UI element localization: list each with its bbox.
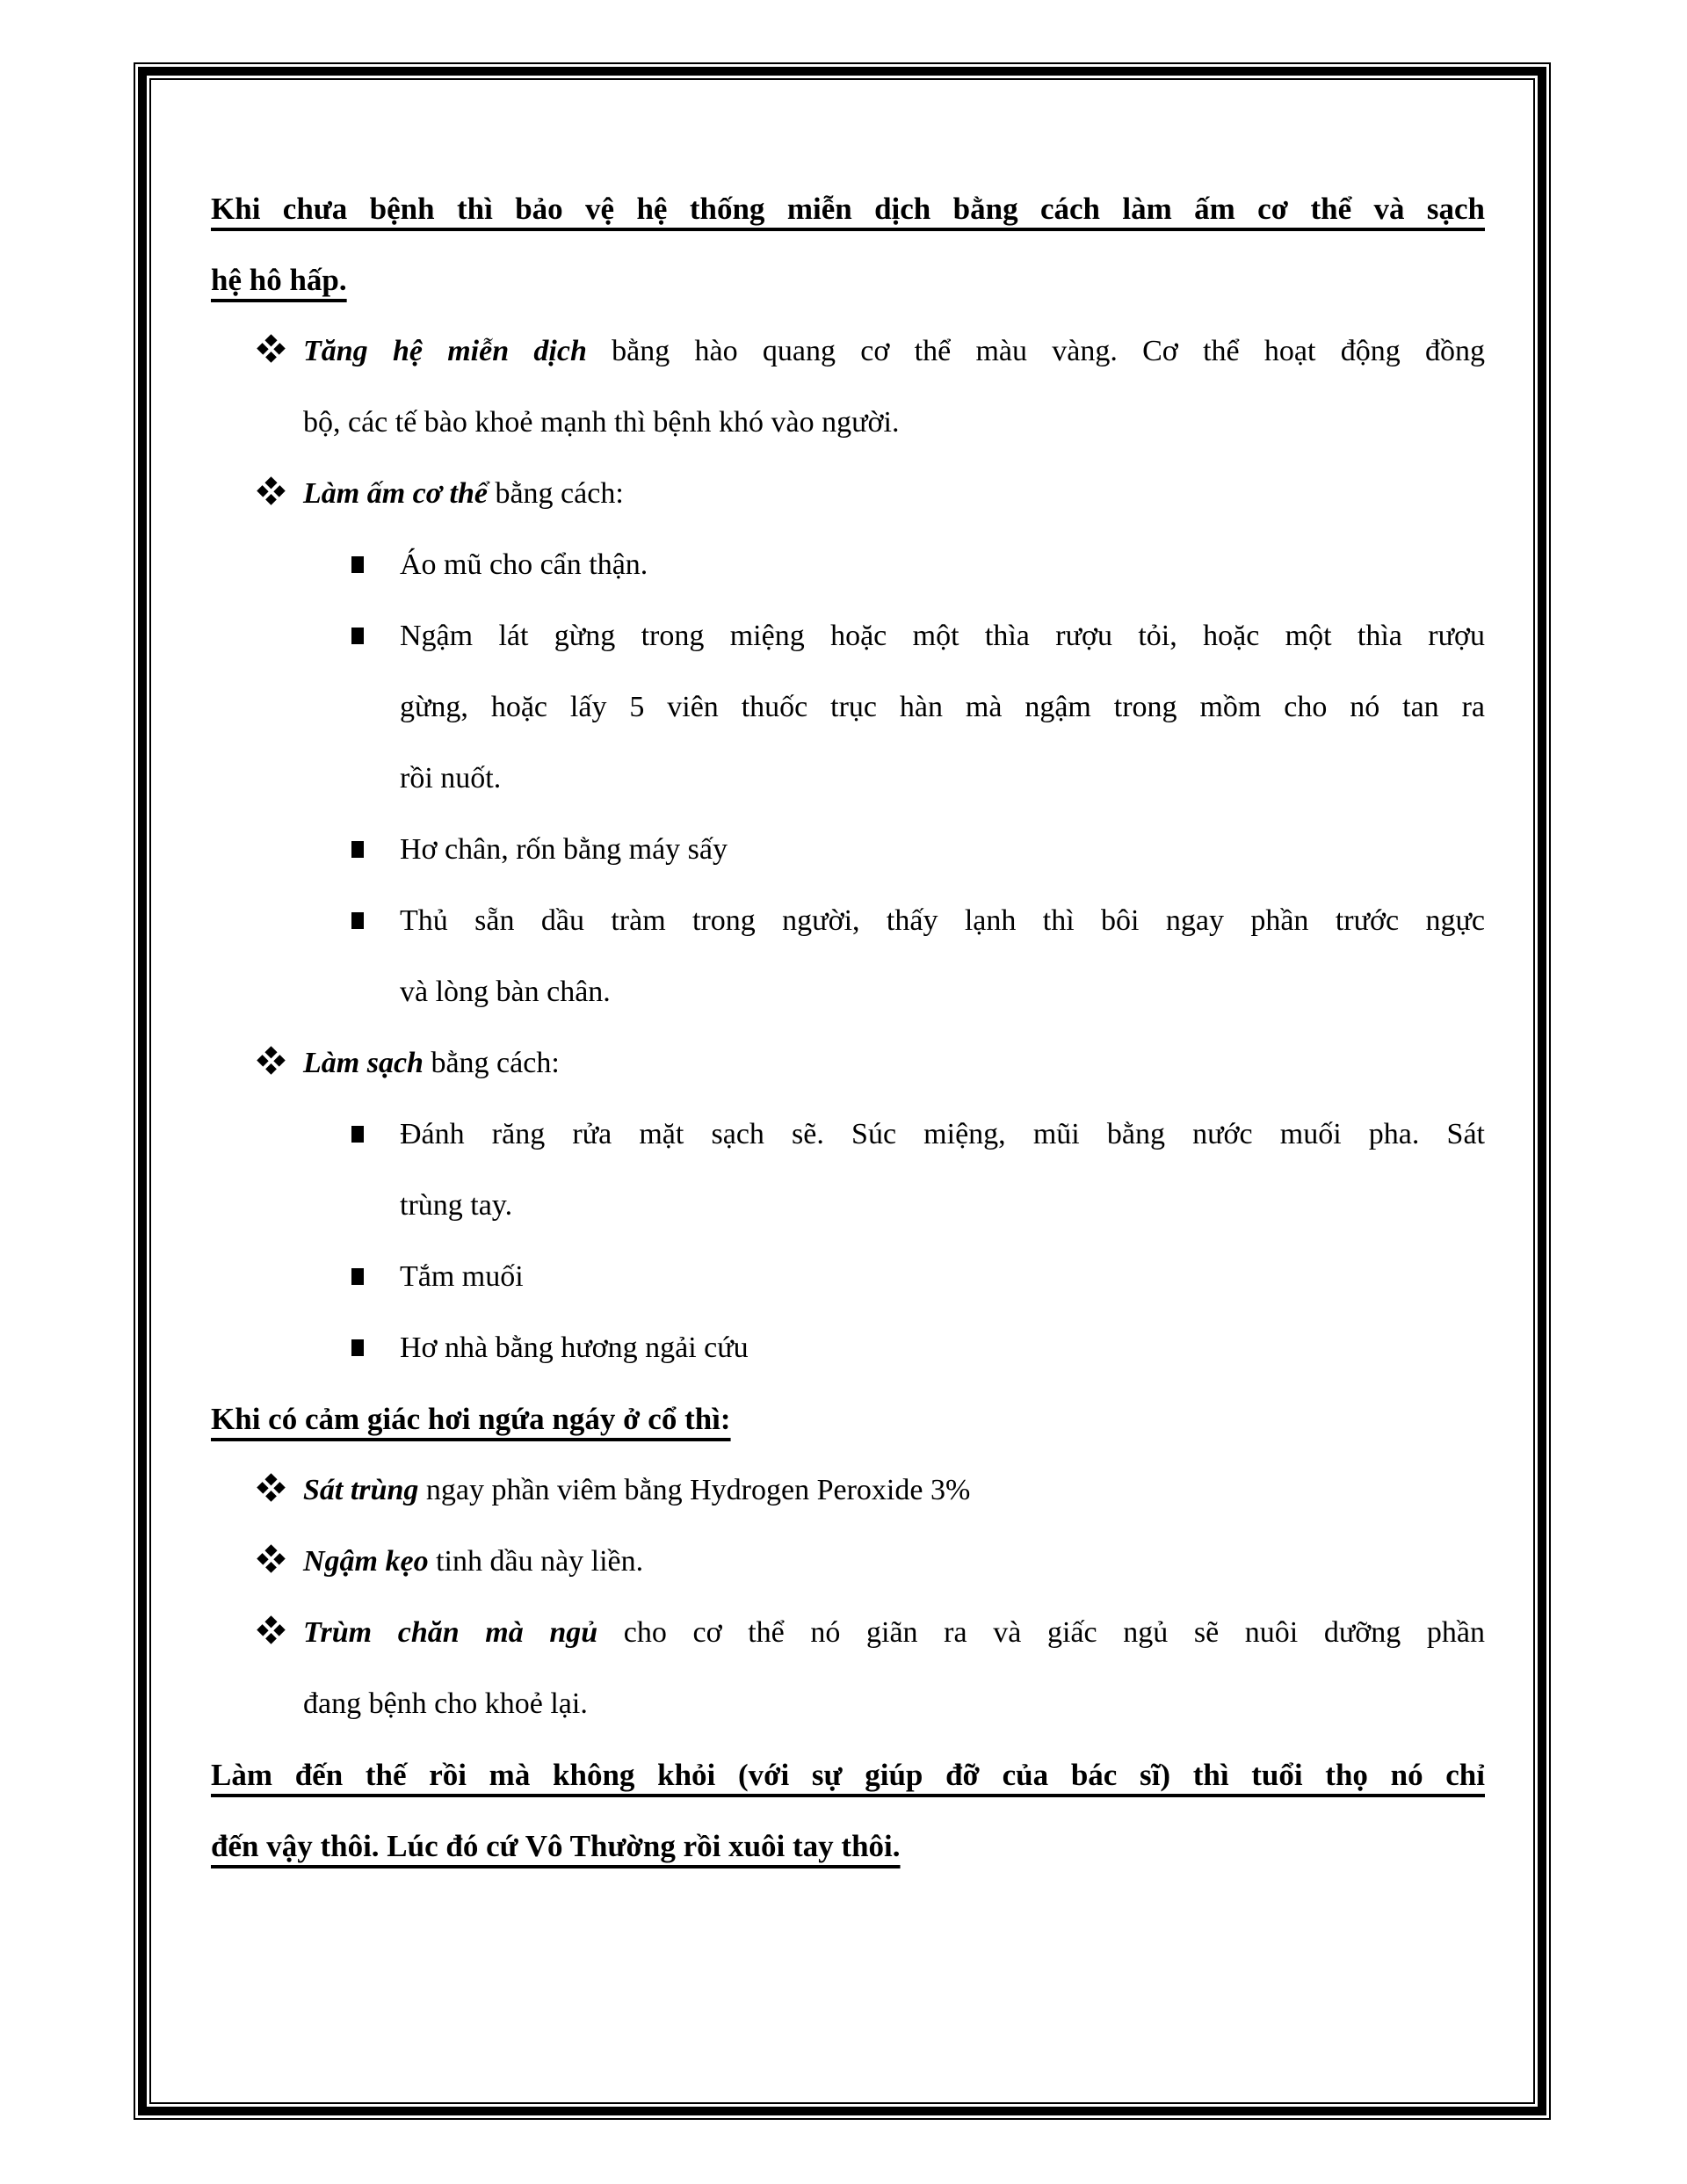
bullet-lead: Làm ấm cơ thể <box>303 477 488 510</box>
text-line: Ngậm lát gừng trong miệng hoặc một thìa rượu tỏi, hoặc một thìa rượu <box>400 620 1485 652</box>
bullet-lead: Sát trùng <box>303 1474 419 1506</box>
subbullet-salt-bath <box>211 1241 1485 1312</box>
bullet-warm-body <box>211 458 1485 529</box>
heading-prevention <box>211 173 1485 316</box>
bullet-text: bằng cách: <box>423 1047 560 1079</box>
bullet-lead: Trùm chăn mà ngủ <box>303 1616 598 1649</box>
page-border-thick <box>138 67 1546 2115</box>
text-line: và lòng bàn chân. <box>400 976 611 1008</box>
subbullet-ginger <box>211 600 1485 814</box>
subbullet-clothing <box>211 529 1485 600</box>
text-line: Hơ chân, rốn bằng máy sấy <box>400 833 728 866</box>
text-line: Khi có cảm giác hơi ngứa ngáy ở cổ thì: <box>211 1402 731 1436</box>
subbullet-mugwort <box>211 1312 1485 1383</box>
bullet-candy <box>211 1526 1485 1597</box>
subbullet-dryer <box>211 814 1485 885</box>
bullet-disinfect <box>211 1455 1485 1526</box>
heading-itchy-throat <box>211 1383 1485 1455</box>
square-bullet-icon <box>351 628 364 644</box>
square-bullet-icon <box>351 1126 364 1143</box>
square-bullet-icon <box>351 1268 364 1285</box>
document-content <box>151 80 1533 2102</box>
bullet-lead: Ngậm kẹo <box>303 1545 429 1578</box>
text-line <box>211 1455 1485 1526</box>
page-border-outer <box>134 62 1551 2120</box>
page-border-inner <box>149 78 1535 2104</box>
text-line: bộ, các tế bào khoẻ mạnh thì bệnh khó vào người. <box>303 406 900 439</box>
bullet-sleep <box>211 1597 1485 1739</box>
text-line: Làm đến thế rồi mà không khỏi (với sự giúp đỡ của bác sĩ) thì tuổi thọ nó chỉ <box>211 1758 1485 1792</box>
text-line: gừng, hoặc lấy 5 viên thuốc trục hàn mà ngậm trong mồm cho nó tan ra <box>400 691 1485 723</box>
bullet-text: cho cơ thể nó giãn ra và giấc ngủ sẽ nuôi dưỡng phần <box>597 1616 1485 1649</box>
text-line: Hơ nhà bằng hương ngải cứu <box>400 1331 749 1364</box>
bullet-clean <box>211 1027 1485 1099</box>
text-line <box>211 1027 1485 1099</box>
text-line: đang bệnh cho khoẻ lại. <box>303 1687 588 1720</box>
text-line: trùng tay. <box>400 1189 513 1222</box>
text-line: Tắm muối <box>400 1260 524 1293</box>
square-bullet-icon <box>351 556 364 573</box>
square-bullet-icon <box>351 1339 364 1356</box>
heading-conclusion <box>211 1739 1485 1882</box>
text-line: rồi nuốt. <box>400 762 502 795</box>
subbullet-tram-oil <box>211 885 1485 1027</box>
bullet-lead: Tăng hệ miễn dịch <box>303 335 587 367</box>
bullet-text: bằng cách: <box>487 477 624 510</box>
text-line: Khi chưa bệnh thì bảo vệ hệ thống miễn dịch bằng cách làm ấm cơ thể và sạch <box>211 192 1485 226</box>
subbullet-brush-teeth <box>211 1099 1485 1241</box>
square-bullet-icon <box>351 841 364 858</box>
square-bullet-icon <box>351 912 364 929</box>
bullet-lead: Làm sạch <box>303 1047 424 1079</box>
text-line: đến vậy thôi. Lúc đó cứ Vô Thường rồi xuôi tay thôi. <box>211 1829 901 1863</box>
text-line: Áo mũ cho cẩn thận. <box>400 548 648 581</box>
text-line: hệ hô hấp. <box>211 263 347 297</box>
text-line: Đánh răng rửa mặt sạch sẽ. Súc miệng, mũi bằng nước muối pha. Sát <box>400 1118 1485 1150</box>
bullet-boost-immune <box>211 316 1485 458</box>
text-line: Thủ sẵn dầu tràm trong người, thấy lạnh thì bôi ngay phần trước ngực <box>400 904 1485 937</box>
text-line <box>211 458 1485 529</box>
text-line <box>211 1526 1485 1597</box>
bullet-text: ngay phần viêm bằng Hydrogen Peroxide 3% <box>418 1474 971 1506</box>
bullet-text: bằng hào quang cơ thể màu vàng. Cơ thể hoạt động đồng <box>586 335 1485 367</box>
bullet-text: tinh dầu này liền. <box>428 1545 644 1578</box>
text-line <box>211 1597 1485 1668</box>
text-line <box>211 316 1485 387</box>
